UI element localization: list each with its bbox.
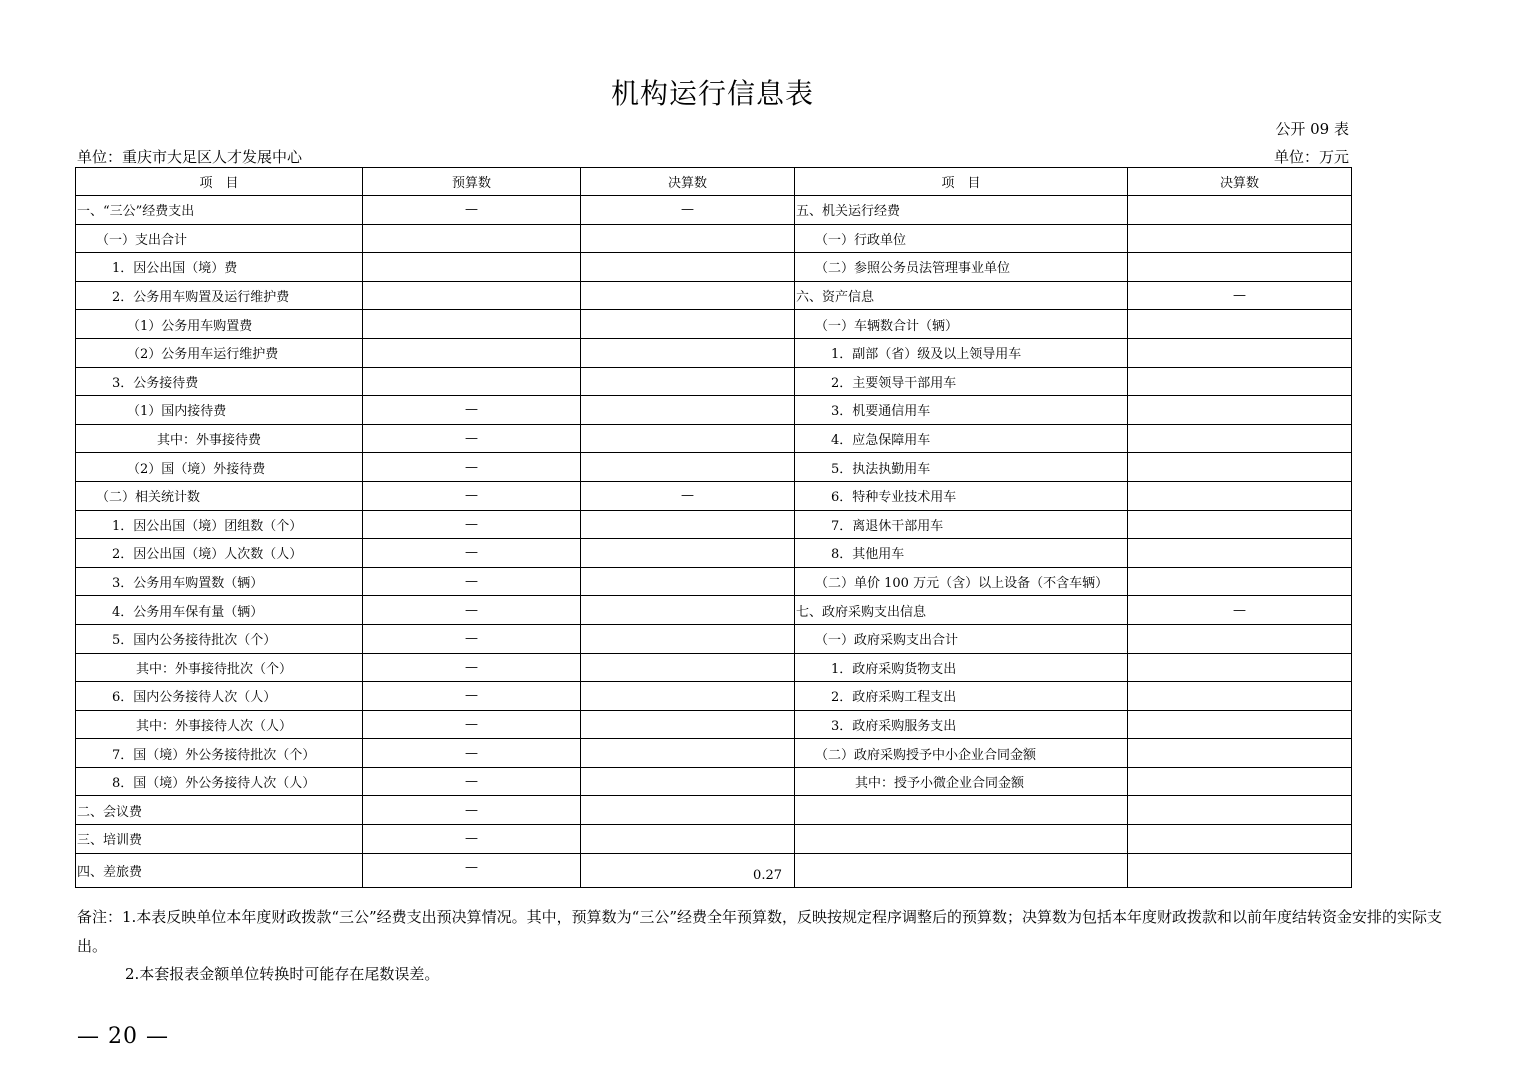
row-final <box>581 682 795 711</box>
currency-unit: 单位：万元 <box>1273 148 1349 166</box>
row-left-item: 其中：外事接待批次（个） <box>76 653 363 682</box>
row-final <box>581 796 795 825</box>
row-right-item: 6．特种专业技术用车 <box>795 481 1128 510</box>
row-left-item: 1．因公出国（境）费 <box>76 253 363 282</box>
row-right-item: 7．离退休干部用车 <box>795 510 1128 539</box>
row-right-item <box>795 796 1128 825</box>
table-header-row <box>76 168 1352 196</box>
row-right-item: （一）车辆数合计（辆） <box>795 310 1128 339</box>
row-left-item: 4．公务用车保有量（辆） <box>76 596 363 625</box>
row-final <box>581 453 795 482</box>
row-left-item: 3．公务接待费 <box>76 367 363 396</box>
row-budget: — <box>363 396 581 425</box>
row-right-final <box>1128 196 1352 225</box>
row-budget: — <box>363 767 581 796</box>
row-budget <box>363 310 581 339</box>
row-final: 0.27 <box>581 853 795 888</box>
row-budget <box>363 224 581 253</box>
table-row <box>76 796 1352 825</box>
row-left-item: 3．公务用车购置数（辆） <box>76 567 363 596</box>
table-row <box>76 596 1352 625</box>
row-final <box>581 281 795 310</box>
row-right-final <box>1128 539 1352 568</box>
row-budget: — <box>363 510 581 539</box>
row-right-item <box>795 825 1128 854</box>
row-left-item: 2．公务用车购置及运行维护费 <box>76 281 363 310</box>
row-budget: — <box>363 853 581 888</box>
row-budget <box>363 253 581 282</box>
header-right-final: 决算数 <box>1128 168 1352 196</box>
row-left-item: 6．国内公务接待人次（人） <box>76 682 363 711</box>
row-right-item: 六、资产信息 <box>795 281 1128 310</box>
row-budget: — <box>363 710 581 739</box>
row-final <box>581 424 795 453</box>
page-title: 机构运行信息表 <box>610 77 814 110</box>
row-right-item: 5．执法执勤用车 <box>795 453 1128 482</box>
row-budget: — <box>363 682 581 711</box>
note-1: 备注：1.本表反映单位本年度财政拨款“三公”经费支出预决算情况。其中，预算数为“三公”经费全年预算数，反映按规定程序调整后的预算数；决算数为包括本年度财政拨款和以前年度结转资金安排的实际支出。 <box>77 908 1442 955</box>
row-left-item: 5．国内公务接待批次（个） <box>76 624 363 653</box>
form-number: 公开 09 表 <box>1275 120 1349 138</box>
table-row <box>76 453 1352 482</box>
row-right-item: 8．其他用车 <box>795 539 1128 568</box>
row-right-final <box>1128 310 1352 339</box>
row-right-item: 4．应急保障用车 <box>795 424 1128 453</box>
row-left-item: （二）相关统计数 <box>76 481 363 510</box>
row-right-final <box>1128 739 1352 768</box>
row-right-item: （一）政府采购支出合计 <box>795 624 1128 653</box>
row-budget: — <box>363 196 581 225</box>
row-final <box>581 367 795 396</box>
table-row <box>76 739 1352 768</box>
page-number: — 20 — <box>77 1024 169 1049</box>
header-right-item: 项 目 <box>795 168 1128 196</box>
note-2: 2.本套报表金额单位转换时可能存在尾数误差。 <box>125 965 440 983</box>
unit-name: 单位：重庆市大足区人才发展中心 <box>77 148 303 166</box>
row-left-item: （一）支出合计 <box>76 224 363 253</box>
row-right-item: （二）政府采购授予中小企业合同金额 <box>795 739 1128 768</box>
row-final: — <box>581 196 795 225</box>
row-right-final <box>1128 567 1352 596</box>
row-right-final <box>1128 624 1352 653</box>
table-row <box>76 253 1352 282</box>
table-body <box>76 196 1352 888</box>
row-right-item: 其中：授予小微企业合同金额 <box>795 767 1128 796</box>
row-left-item: 1．因公出国（境）团组数（个） <box>76 510 363 539</box>
row-final <box>581 825 795 854</box>
row-final <box>581 338 795 367</box>
table-row <box>76 481 1352 510</box>
row-left-item: 8．国（境）外公务接待人次（人） <box>76 767 363 796</box>
row-right-item: 3．机要通信用车 <box>795 396 1128 425</box>
table-row <box>76 767 1352 796</box>
row-right-item: （一）行政单位 <box>795 224 1128 253</box>
row-left-item: 四、差旅费 <box>76 853 363 888</box>
row-right-item: 五、机关运行经费 <box>795 196 1128 225</box>
row-budget: — <box>363 825 581 854</box>
table-row <box>76 653 1352 682</box>
row-right-final <box>1128 710 1352 739</box>
row-right-item <box>795 853 1128 888</box>
row-right-item: 1．副部（省）级及以上领导用车 <box>795 338 1128 367</box>
table-row <box>76 396 1352 425</box>
row-right-item: 3．政府采购服务支出 <box>795 710 1128 739</box>
row-right-final <box>1128 796 1352 825</box>
row-final <box>581 596 795 625</box>
row-budget <box>363 338 581 367</box>
row-right-final <box>1128 481 1352 510</box>
row-final <box>581 396 795 425</box>
header-budget: 预算数 <box>363 168 581 196</box>
table-row <box>76 424 1352 453</box>
row-final <box>581 510 795 539</box>
row-right-final <box>1128 510 1352 539</box>
row-left-item: 一、“三公”经费支出 <box>76 196 363 225</box>
row-final <box>581 710 795 739</box>
table-row <box>76 682 1352 711</box>
table-row <box>76 825 1352 854</box>
row-left-item: （1）公务用车购置费 <box>76 310 363 339</box>
header-left-item: 项 目 <box>76 168 363 196</box>
row-budget: — <box>363 453 581 482</box>
row-final <box>581 539 795 568</box>
row-left-item: 2．因公出国（境）人次数（人） <box>76 539 363 568</box>
table-row <box>76 367 1352 396</box>
row-budget: — <box>363 739 581 768</box>
row-right-item: 七、政府采购支出信息 <box>795 596 1128 625</box>
row-right-final <box>1128 396 1352 425</box>
row-right-final <box>1128 825 1352 854</box>
row-left-item: 7．国（境）外公务接待批次（个） <box>76 739 363 768</box>
row-right-final <box>1128 224 1352 253</box>
row-final: — <box>581 481 795 510</box>
row-right-item: 2．政府采购工程支出 <box>795 682 1128 711</box>
row-budget <box>363 367 581 396</box>
table-row <box>76 338 1352 367</box>
table-row <box>76 853 1352 888</box>
row-final <box>581 739 795 768</box>
row-left-item: 三、培训费 <box>76 825 363 854</box>
row-right-final <box>1128 367 1352 396</box>
table-row <box>76 281 1352 310</box>
row-right-final <box>1128 682 1352 711</box>
row-final <box>581 767 795 796</box>
table-row <box>76 539 1352 568</box>
row-right-final <box>1128 853 1352 888</box>
row-left-item: （2）公务用车运行维护费 <box>76 338 363 367</box>
row-final <box>581 567 795 596</box>
row-left-item: 二、会议费 <box>76 796 363 825</box>
table-row <box>76 624 1352 653</box>
table-row <box>76 196 1352 225</box>
row-right-final <box>1128 653 1352 682</box>
row-right-item: 2．主要领导干部用车 <box>795 367 1128 396</box>
row-left-item: 其中：外事接待人次（人） <box>76 710 363 739</box>
row-left-item: （1）国内接待费 <box>76 396 363 425</box>
table-row <box>76 510 1352 539</box>
row-final <box>581 653 795 682</box>
row-right-final <box>1128 253 1352 282</box>
row-budget: — <box>363 624 581 653</box>
row-budget: — <box>363 596 581 625</box>
row-budget: — <box>363 796 581 825</box>
table-row <box>76 567 1352 596</box>
row-final <box>581 310 795 339</box>
row-budget: — <box>363 481 581 510</box>
row-left-item: （2）国（境）外接待费 <box>76 453 363 482</box>
row-budget: — <box>363 567 581 596</box>
row-right-final <box>1128 453 1352 482</box>
row-right-item: 1．政府采购货物支出 <box>795 653 1128 682</box>
row-right-item: （二）单价 100 万元（含）以上设备（不含车辆） <box>795 567 1128 596</box>
row-right-final <box>1128 338 1352 367</box>
table-row <box>76 710 1352 739</box>
table-row <box>76 310 1352 339</box>
row-budget: — <box>363 539 581 568</box>
row-right-final: — <box>1128 596 1352 625</box>
row-right-final <box>1128 767 1352 796</box>
info-table <box>75 167 1352 888</box>
row-final <box>581 624 795 653</box>
table-row <box>76 224 1352 253</box>
row-final <box>581 253 795 282</box>
row-final <box>581 224 795 253</box>
row-right-final <box>1128 424 1352 453</box>
row-budget <box>363 281 581 310</box>
row-right-final: — <box>1128 281 1352 310</box>
row-left-item: 其中：外事接待费 <box>76 424 363 453</box>
row-budget: — <box>363 424 581 453</box>
header-final: 决算数 <box>581 168 795 196</box>
row-budget: — <box>363 653 581 682</box>
row-right-item: （二）参照公务员法管理事业单位 <box>795 253 1128 282</box>
